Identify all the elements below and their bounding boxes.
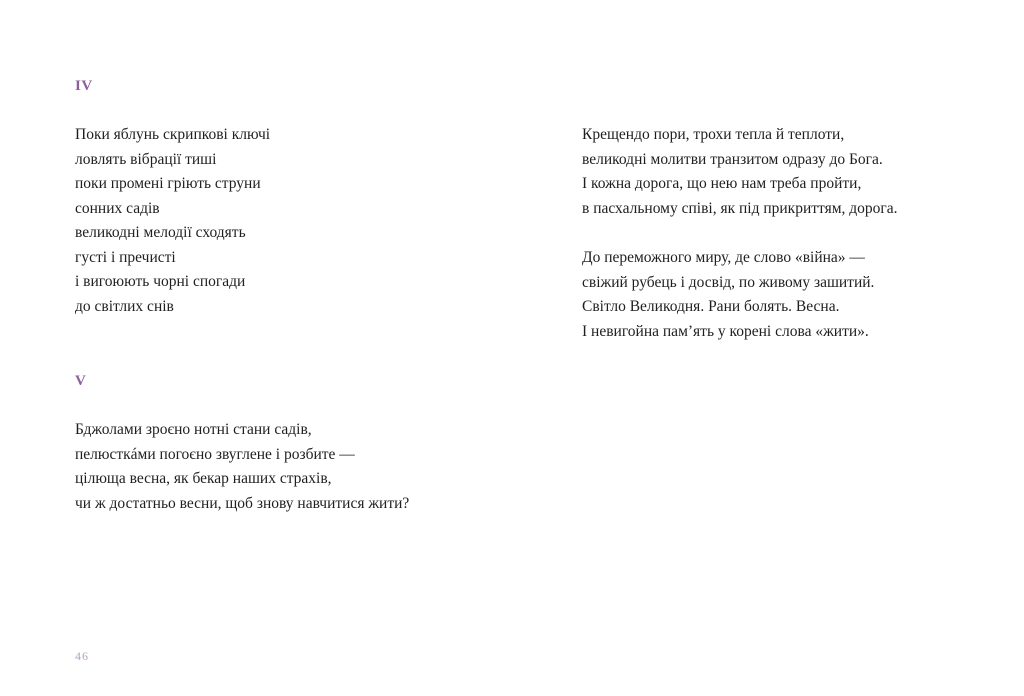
poem-line: І невигойна пам’ять у корені слова «жити».: [582, 322, 869, 340]
poem-line: сонних садів: [75, 199, 160, 217]
poem-stanza-v: [75, 418, 409, 516]
poem-line: Світло Великодня. Рани болять. Весна.: [582, 298, 840, 315]
poem-line: чи ж достатньо весни, щоб знову навчитися жити?: [75, 494, 410, 512]
poem-line: цілюща весна, як бекар наших страхів,: [75, 470, 332, 487]
poem-line: свіжий рубець і досвід, по живому зашитий.: [582, 273, 875, 291]
poem-line: До переможного миру, де слово «війна» —: [582, 249, 865, 266]
poem-line: Бджолами зроєно нотні стани садів,: [75, 421, 312, 438]
poem-line: Поки яблунь скрипкові ключі: [75, 126, 271, 143]
poem-stanza-right-2: [582, 246, 874, 344]
poem-line: пелюсткáми погоєно звуглене і розбите —: [75, 445, 355, 463]
poem-line: великодні мелодії сходять: [75, 224, 246, 241]
section-heading-v: V: [75, 373, 87, 389]
poem-line: в пасхальному співі, як під прикриттям, дорога.: [582, 199, 898, 217]
page-number: 46: [75, 649, 89, 663]
poem-line: великодні молитви транзитом одразу до Бога.: [582, 150, 883, 168]
poem-line: ловлять вібрації тиші: [75, 150, 217, 168]
poem-stanza-right-1: [582, 123, 898, 221]
poem-line: густі і пречисті: [75, 248, 176, 266]
section-heading-iv: IV: [75, 78, 93, 94]
poem-line: і вигоюють чорні спогади: [75, 273, 246, 290]
poem-line: поки промені гріють струни: [75, 175, 261, 192]
poem-stanza-iv: [75, 123, 270, 319]
poem-line: Крещендо пори, трохи тепла й теплоти,: [582, 126, 845, 143]
poem-line: І кожна дорога, що нею нам треба пройти,: [582, 175, 862, 192]
poem-line: до світлих снів: [75, 297, 174, 315]
